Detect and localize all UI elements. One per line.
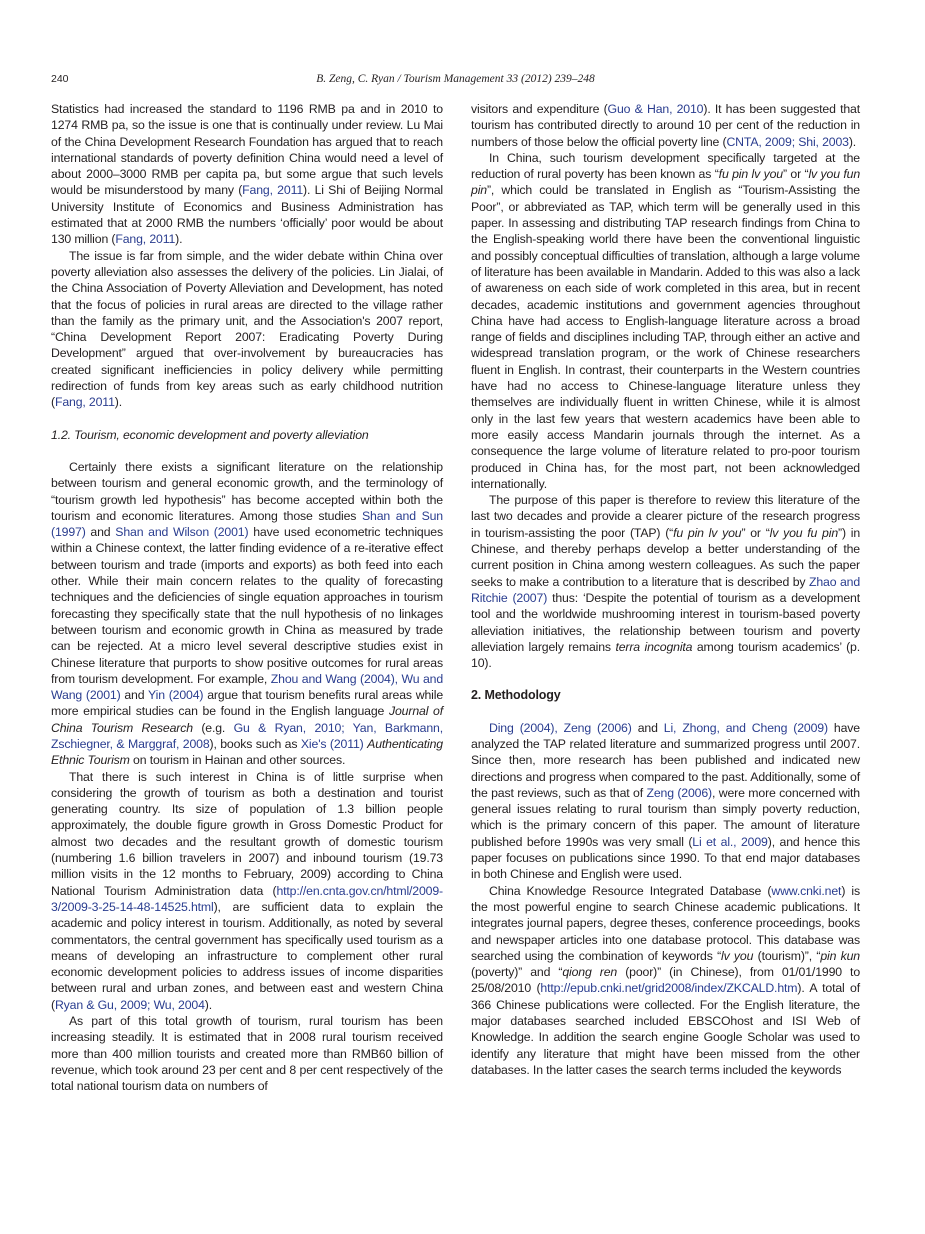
italic-text: terra incognita — [615, 639, 693, 654]
running-header — [51, 72, 860, 86]
citation-link[interactable]: Guo & Han, 2010 — [607, 102, 704, 116]
body-text: ). — [848, 134, 857, 149]
italic-text: fu pin lv you — [718, 167, 783, 182]
body-text: and — [631, 720, 664, 735]
body-text: ). — [114, 395, 122, 410]
citation-link[interactable]: Gu & Ryan, 2010; Yan, Barkmann, Zschiegner, & Marggraf, 2008 — [51, 720, 443, 751]
body-text: have analyzed the TAP related literature and summarized progress until 2007. Since then, more research has been published and indicated new directions and progress when compared to the past. Additionally, some of the past reviews, such as that of — [471, 720, 860, 800]
italic-text: pin kun — [820, 948, 860, 963]
body-text: The issue is far from simple, and the wider debate within China over poverty alleviation also assesses the delivery of the policies. Lin Jialai, of the China Association of Poverty Alleviation and Development, has noted that the focus of policies in rural areas are directed to the village rather than the family as the primary unit, and the Association's 2007 report, “China Development Report 2007: Eradicating Poverty During Development” argued that over-involvement by bureaucracies has created significant inefficiencies in policy delivery while permitting redirection of funds from key areas such as early childhood nutrition ( — [51, 248, 443, 410]
paragraph — [471, 492, 860, 671]
paragraph — [471, 101, 860, 150]
citation-link[interactable]: Yin (2004) — [148, 688, 204, 703]
body-text: have used econometric techniques within a Chinese context, the latter finding evidence of a re-iterative effect between tourism and trade (imports and exports) as both feed into each other. While their main concern relates to the quality of forecasting techniques and the deficiencies of single equation approaches in tourism forecasting they specifically state that the null hypothesis of no linkages between tourism and economic growth in China as measured by trade can be rejected. At a micro level several descriptive studies exist in Chinese literature that purports to show positive outcomes for rural areas from tourism development. For example, — [51, 525, 443, 686]
body-text: (tourism)”, “ — [753, 948, 821, 963]
italic-text: lv you fun pin — [471, 167, 861, 198]
paragraph — [51, 101, 443, 248]
journal-citation: B. Zeng, C. Ryan / Tourism Management 33 (2012) 239–248 — [316, 73, 595, 85]
body-text: and — [85, 525, 116, 540]
paragraph — [471, 883, 860, 1079]
body-text: (e.g. — [192, 720, 234, 735]
body-text: ), books such as — [209, 736, 301, 751]
body-text: ), and hence this paper focuses on publications since 1990. To that end major databases in both Chinese and English were used. — [471, 834, 860, 882]
body-text: , were more concerned with general issues relating to rural tourism than simply poverty reduction, which is the primary concern of this paper. The amount of literature published before 1990s was very small ( — [471, 785, 860, 849]
body-text: In China, such tourism development specifically targeted at the reduction of rural poverty has been known as “ — [471, 150, 860, 182]
body-text: (poor)” (in Chinese), from 01/01/1990 to 25/08/2010 ( — [471, 965, 861, 996]
body-text: ). A total of 366 Chinese publications were collected. For the English literature, the major databases searched included EBSCOhost and ISI Web of Knowledge. In addition the search engine Google Scholar was used to identify any literature that might have been missed from the other databases. In the latter cases the search terms included the keywords — [471, 981, 860, 1077]
body-text: Statistics had increased the standard to 1196 RMB pa and in 2010 to 1274 RMB pa, so the issue is one that is continually under review. Lu Mai of the China Development Research Foundation has argued that to reach international standards of poverty definition China would need a level of about 2000–3000 RMB per capita pa, but some argue that such levels would be misunderstood by many ( — [51, 102, 443, 198]
citation-link[interactable]: Fang, 2011 — [115, 232, 176, 247]
body-text: among tourism academics’ (p. 10). — [471, 639, 860, 671]
citation-link[interactable]: http://epub.cnki.net/grid2008/index/ZKCALD.htm — [540, 981, 798, 996]
page-number: 240 — [51, 73, 69, 85]
body-text: argue that tourism benefits rural areas while more empirical studies can be found in the English language — [51, 688, 444, 719]
body-text: thus: ‘Despite the potential of tourism as a development tool and the worldwide mushrooming interest in tourism-based poverty alleviation initiatives, the relationship between tourism and poverty alleviation largely remains — [471, 590, 860, 654]
subsection-heading: 1.2. Tourism, economic development and poverty alleviation — [51, 427, 369, 442]
italic-text: Journal of China Tourism Research — [51, 704, 443, 735]
paragraph — [471, 150, 860, 492]
section-heading: 2. Methodology — [471, 688, 561, 703]
italic-text: Authenticating Ethnic Tourism — [51, 736, 443, 768]
citation-link[interactable]: Li, Zhong, and Cheng (2009) — [663, 720, 828, 735]
citation-link[interactable]: Fang, 2011 — [242, 183, 304, 198]
body-text: China Knowledge Resource Integrated Database ( — [489, 883, 772, 898]
right-column — [471, 101, 860, 1078]
body-text: ”) in Chinese, and thereby perhaps develop a better understanding of the current position in China among western colleagues. As such the paper seeks to make a contribution to a literature that is described by — [471, 525, 861, 589]
citation-link[interactable]: Shan and Sun (1997) — [51, 508, 443, 540]
body-text: ). — [204, 997, 213, 1012]
italic-text: lv you — [721, 948, 754, 963]
italic-text: qiong ren — [562, 965, 618, 980]
italic-text: fu pin lv you — [673, 525, 742, 540]
body-text: ). Li Shi of Beijing Normal University Institute of Economics and Business Administration has estimated that at 2000 RMB the numbers ‘officially’ poor would be about 130 million ( — [51, 183, 443, 247]
paragraph — [51, 1013, 443, 1094]
citation-link[interactable]: Shan and Wilson (2001) — [115, 525, 249, 540]
paragraph — [471, 720, 860, 883]
body-text: Certainly there exists a significant literature on the relationship between tourism and general economic growth, and the terminology of “tourism growth led hypothesis” has become accepted within both the tourism and economic literatures. Among those studies — [51, 459, 443, 523]
body-text: visitors and expenditure ( — [471, 102, 608, 116]
citation-link[interactable]: Xie's (2011) — [300, 736, 364, 751]
paragraph — [51, 248, 443, 411]
paragraph — [51, 769, 443, 1013]
body-text: ” or “ — [782, 167, 809, 182]
body-text: As part of this total growth of tourism, rural tourism has been increasing steadily. It is estimated that in 2008 rural tourism received more than 400 million tourists and created more than RMB60 billion of revenue, which took around 23 per cent and 8 per cent respectively of the total national tourism data on numbers of — [51, 1014, 443, 1094]
citation-link[interactable]: CNTA, 2009; Shi, 2003 — [726, 134, 849, 149]
citation-link[interactable]: Li et al., 2009 — [692, 834, 768, 849]
body-text: ) is the most powerful engine to search Chinese academic publications. It integrates journal papers, degree theses, conference proceedings, books and newspaper articles into one database protocol. This database was searched using the combination of keywords “ — [471, 883, 860, 963]
citation-link[interactable]: Fang, 2011 — [54, 395, 115, 410]
body-text: ”, which could be translated in English as “Tourism-Assisting the Poor”, or abbreviated as TAP, which term will be generally used in this paper. In assessing and distributing TAP research findings from China to the English-speaking world there have been the conventional linguistic and possibly conceptual difficulties of translation, although a large volume of literature has been available in Mandarin. Added to this was also a lack of awareness on each side of work completed in this area, but in recent decades, academic institutions and government agencies throughout China have had access to English-language literature across a broad range of fields and disciplines including TAP, through either an active and widespread translation program, or the work of Chinese researchers fluent in English. In contrast, their counterparts in the Western countries have had no access to Chinese-language literature unless they themselves are individually fluent in written Chinese, while it is almost only in the last few years that western academics have been able to more easily access Mandarin journals through the internet. As a consequence the large volume of literature related to pro-poor tourism produced in China has, for the most part, not been acknowledged internationally. — [471, 183, 860, 491]
body-text: ). — [175, 232, 183, 247]
body-text: That there is such interest in China is of little surprise when considering the growth of tourism as both a destination and tourist generating country. Its size of population of 1.3 billion people approximately, the double figure growth in Gross Domestic Product for almost two decades and the resultant growth of domestic tourism (numbering 1.6 billion travelers in 2007) and inbound tourism (19.73 million visits in the 12 months to February, 2009) according to China National Tourism Administration data ( — [51, 769, 443, 898]
body-text: on tourism in Hainan and other sources. — [129, 753, 346, 768]
body-text: The purpose of this paper is therefore to review this literature of the last two decades and provide a clearer picture of the research progress in tourism-assisting the poor (TAP) (“ — [471, 493, 860, 540]
paragraph — [51, 459, 443, 769]
body-text: ” or “ — [741, 525, 770, 540]
left-column — [51, 101, 443, 1095]
citation-link[interactable]: http://en.cnta.gov.cn/html/2009-3/2009-3-25-14-48-14525.html — [51, 883, 443, 914]
body-text: ), are sufficient data to explain the academic and policy interest in tourism. Additionally, as noted by several commentators, the central government has specifically used tourism as a means of developing an infrastructure to complement other rural economic development policies to address issues of income disparities between rural and urban zones, and between east and western China ( — [51, 899, 443, 1012]
citation-link[interactable]: Zhou and Wang (2004), Wu and Wang (2001) — [51, 671, 444, 703]
body-text: and — [120, 688, 149, 703]
citation-link[interactable]: Zhao and Ritchie (2007) — [471, 574, 861, 605]
citation-link[interactable]: Ryan & Gu, 2009; Wu, 2004 — [54, 997, 205, 1012]
body-text: (poverty)” and “ — [471, 965, 563, 980]
body-text: ). It has been suggested that tourism has contributed directly to around 10 per cent of the reduction in numbers of those below the official poverty line ( — [471, 102, 860, 149]
citation-link[interactable]: www.cnki.net — [771, 883, 842, 898]
citation-link[interactable]: Ding (2004), Zeng (2006) — [489, 720, 632, 735]
citation-link[interactable]: Zeng (2006) — [646, 785, 713, 800]
italic-text: lv you fu pin — [769, 525, 839, 540]
